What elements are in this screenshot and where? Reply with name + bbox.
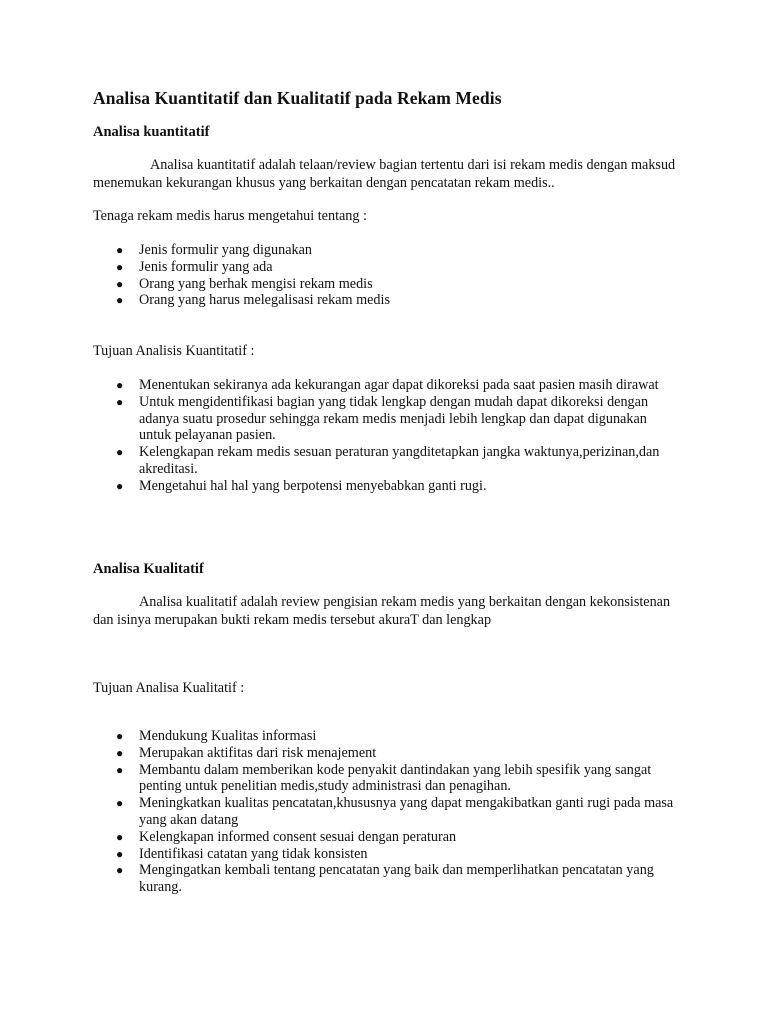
document-title: Analisa Kuantitatif dan Kualitatif pada Rekam Medis	[93, 88, 502, 108]
list-item	[0, 276, 679, 293]
list-item	[0, 292, 679, 309]
list-item-text: Identifikasi catatan yang tidak konsisten	[139, 845, 368, 862]
list-item-text: Meningkatkan kualitas pencatatan,khususnya yang dapat mengakibatkan ganti rugi pada masa yang akan datang	[139, 795, 674, 828]
bullet-icon: ●	[116, 863, 124, 878]
qualitative-goals-list	[0, 728, 679, 896]
list-item	[0, 728, 679, 745]
bullet-icon: ●	[116, 243, 124, 257]
list-item	[0, 377, 679, 394]
bullet-icon: ●	[116, 745, 124, 760]
bullet-icon: ●	[116, 796, 124, 811]
bullet-icon: ●	[116, 394, 124, 409]
qualitative-goals-intro: Tujuan Analisa Kualitatif :	[93, 680, 245, 696]
list-item-text: Mendukung Kualitas informasi	[139, 728, 317, 744]
bullet-icon: ●	[116, 259, 124, 274]
list-item-text: Mengingatkan kembali tentang pencatatan yang baik dan memperlihatkan pencatatan yang kurang.	[139, 862, 654, 896]
list-item-text: Mengetahui hal hal yang berpotensi menyebabkan ganti rugi.	[139, 477, 487, 494]
list-item-text: Menentukan sekiranya ada kekurangan agar dapat dikoreksi pada saat pasien masih dirawat	[139, 377, 659, 393]
quantitative-goals-list	[0, 377, 679, 495]
qualitative-definition: Analisa kualitatif adalah review pengisian rekam medis yang berkaitan dengan kekonsistenan dan isinya merupakan bukti rekam medis tersebut akuraT dan lengkap	[93, 594, 671, 628]
bullet-icon: ●	[116, 762, 124, 777]
list-item	[0, 478, 679, 495]
list-item	[0, 829, 679, 846]
list-item	[0, 862, 679, 896]
quantitative-definition: Analisa kuantitatif adalah telaan/review bagian tertentu dari isi rekam medis dengan maksud menemukan kekurangan khusus yang berkaitan dengan pencatatan rekam medis..	[93, 157, 676, 191]
bullet-icon: ●	[116, 829, 124, 844]
bullet-icon: ●	[116, 378, 124, 392]
quantitative-knowledge-intro: Tenaga rekam medis harus mengetahui tentang :	[93, 208, 367, 224]
list-item	[0, 394, 679, 444]
bullet-icon: ●	[116, 276, 124, 291]
bullet-icon: ●	[116, 846, 124, 861]
list-item-text: Kelengkapan rekam medis sesuan peraturan yangditetapkan jangka waktunya,perizinan,dan akreditasi.	[139, 444, 660, 477]
list-item	[0, 745, 679, 762]
list-item-text: Membantu dalam memberikan kode penyakit dantindakan yang lebih spesifik yang sangat penting untuk penelitian medis,study administrasi dan penagihan.	[139, 761, 652, 795]
quantitative-goals-intro: Tujuan Analisis Kuantitatif :	[93, 343, 255, 359]
list-item-text: Orang yang harus melegalisasi rekam medis	[139, 292, 390, 309]
list-item-text: Merupakan aktifitas dari risk menajement	[139, 744, 377, 761]
quantitative-knowledge-list	[0, 242, 679, 309]
list-item	[0, 846, 679, 863]
bullet-icon: ●	[116, 293, 124, 308]
list-item	[0, 259, 679, 276]
list-item-text: Kelengkapan informed consent sesuai dengan peraturan	[139, 828, 457, 845]
list-item	[0, 795, 679, 829]
bullet-icon: ●	[116, 478, 124, 493]
quantitative-heading: Analisa kuantitatif	[93, 124, 210, 140]
bullet-icon: ●	[116, 729, 124, 743]
list-item-text: Orang yang berhak mengisi rekam medis	[139, 275, 373, 292]
list-item-text: Jenis formulir yang ada	[139, 258, 273, 275]
list-item	[0, 762, 679, 796]
list-item-text: Jenis formulir yang digunakan	[139, 242, 312, 258]
list-item-text: Untuk mengidentifikasi bagian yang tidak lengkap dengan mudah dapat dikoreksi dengan adanya suatu prosedur sehingga rekam medis menjadi lebih lengkap dan dapat digunakan untuk pelayanan pasien.	[139, 393, 649, 444]
qualitative-heading: Analisa Kualitatif	[93, 561, 204, 577]
bullet-icon: ●	[116, 445, 124, 460]
list-item	[0, 444, 679, 478]
list-item	[0, 242, 679, 259]
